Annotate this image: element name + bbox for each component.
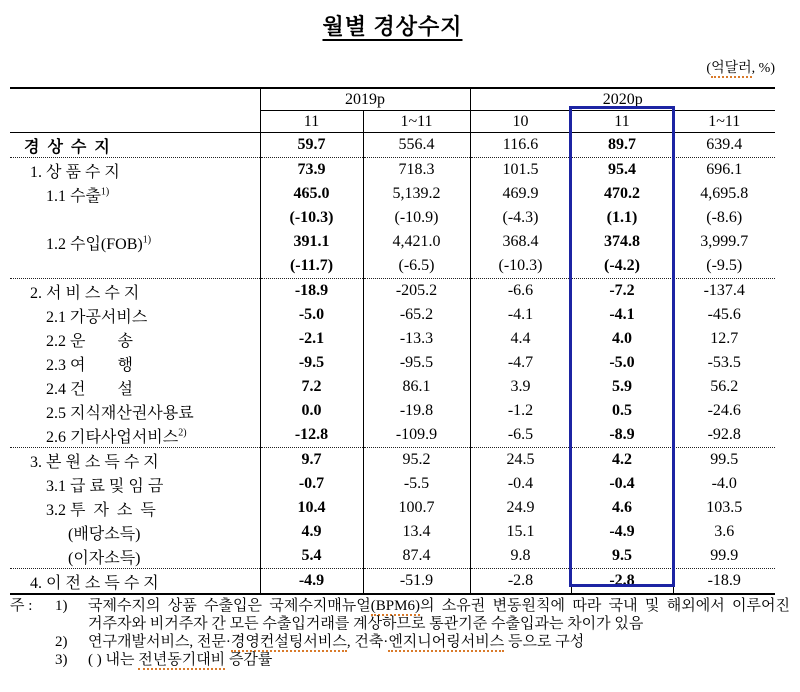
table-row xyxy=(10,279,775,304)
spellcheck-underlined-text: 경영컨설팅서비스 xyxy=(230,634,347,650)
value-cell: 89.7 xyxy=(571,133,673,158)
row-label: 2.3 여 행 xyxy=(46,356,133,374)
value-cell: 24.5 xyxy=(470,448,571,473)
value-cell: 5.4 xyxy=(260,544,363,569)
row-label: 1.1 수출$^{1)}$ xyxy=(46,186,110,205)
table-row xyxy=(10,399,775,423)
value-cell: 116.6 xyxy=(470,133,571,158)
value-cell: -4.9 xyxy=(260,569,363,595)
value-cell: -51.9 xyxy=(363,569,470,595)
value-cell: (-10.9) xyxy=(363,206,470,230)
value-cell: 374.8 xyxy=(571,230,673,254)
value-cell: 465.0 xyxy=(260,182,363,206)
value-cell: -4.1 xyxy=(571,303,673,327)
value-cell: 73.9 xyxy=(260,158,363,183)
footnote-item xyxy=(10,597,790,633)
value-cell: 639.4 xyxy=(673,133,775,158)
spellcheck-underlined-text: 전년동기대비 xyxy=(138,652,226,668)
footnote-item xyxy=(10,633,790,651)
value-cell: 4,421.0 xyxy=(363,230,470,254)
footnotes xyxy=(10,597,790,669)
col-header-2020-11: 11 xyxy=(571,111,673,133)
value-cell: -5.0 xyxy=(260,303,363,327)
value-cell: 9.5 xyxy=(571,544,673,569)
value-cell: -0.7 xyxy=(260,472,363,496)
value-cell: -5.0 xyxy=(571,351,673,375)
value-cell: (-8.6) xyxy=(673,206,775,230)
value-cell: 391.1 xyxy=(260,230,363,254)
value-cell: 103.5 xyxy=(673,496,775,520)
value-cell: -9.5 xyxy=(260,351,363,375)
group-header-2020: 2020p xyxy=(470,88,775,111)
row-label: 경 상 수 지 xyxy=(24,138,110,156)
row-label: 3.2 투 자 소 득 xyxy=(46,501,156,519)
value-cell: 3,999.7 xyxy=(673,230,775,254)
col-header-2020-10: 10 xyxy=(470,111,571,133)
unit-close: , %) xyxy=(751,61,775,76)
row-label: (배당소득) xyxy=(68,525,141,543)
footnote-segment: 증감률 xyxy=(225,652,273,668)
footnote-segment: ( ) 내는 xyxy=(88,652,139,668)
footnote-number: 1) xyxy=(55,598,68,614)
value-cell: 59.7 xyxy=(260,133,363,158)
value-cell: 4.4 xyxy=(470,327,571,351)
value-cell: 4.6 xyxy=(571,496,673,520)
sub-header-row xyxy=(10,111,775,133)
value-cell: -109.9 xyxy=(363,423,470,448)
value-cell: 4.2 xyxy=(571,448,673,473)
value-cell: -24.6 xyxy=(673,399,775,423)
table-row xyxy=(10,133,775,158)
row-label: 2.6 기타사업서비스$^{2)}$ xyxy=(46,427,187,446)
table-row xyxy=(10,206,775,230)
value-cell: 87.4 xyxy=(363,544,470,569)
table-row xyxy=(10,182,775,206)
footnote-segment: 등으로 구성 xyxy=(504,634,585,650)
value-cell: 15.1 xyxy=(470,520,571,544)
balance-table xyxy=(10,87,775,595)
value-cell: (-11.7) xyxy=(260,254,363,279)
value-cell: -4.0 xyxy=(673,472,775,496)
value-cell: 10.4 xyxy=(260,496,363,520)
unit-label xyxy=(706,57,775,77)
page-title: 월별 경상수지 xyxy=(322,14,463,39)
value-cell: 24.9 xyxy=(470,496,571,520)
value-cell: 7.2 xyxy=(260,375,363,399)
value-cell: -18.9 xyxy=(260,279,363,304)
value-cell: 9.8 xyxy=(470,544,571,569)
value-cell: -8.9 xyxy=(571,423,673,448)
value-cell: 0.5 xyxy=(571,399,673,423)
footnote-segment: 국제수지의 상품 수출입은 국제수지매뉴얼 xyxy=(88,598,371,614)
col-header-2020-1to11: 1~11 xyxy=(673,111,775,133)
value-cell: 95.2 xyxy=(363,448,470,473)
table-row xyxy=(10,496,775,520)
value-cell: (-6.5) xyxy=(363,254,470,279)
table-row xyxy=(10,544,775,569)
balance-table-wrapper xyxy=(10,87,775,595)
spellcheck-underlined-text: 엔지니어링서비스 xyxy=(388,634,505,650)
footnote-segment: 의 소유권 변동원칙에 따라 국내 및 해외에서 이루어진 거주자와 비거주자 간 모든 수출입거래를 계상하므로 통관기준 수출입과는 차이가 있음 xyxy=(88,598,790,632)
value-cell: 5,139.2 xyxy=(363,182,470,206)
group-header-row xyxy=(10,88,775,111)
row-label: 3.1 급 료 및 임 금 xyxy=(46,477,164,495)
value-cell: -19.8 xyxy=(363,399,470,423)
row-label: 3. 본 원 소 득 수 지 xyxy=(10,448,260,473)
value-cell: -2.8 xyxy=(571,569,673,595)
footnote-number: 3) xyxy=(55,652,68,668)
row-label: 2.4 건 설 xyxy=(46,380,133,398)
value-cell: -7.2 xyxy=(571,279,673,304)
value-cell: -53.5 xyxy=(673,351,775,375)
value-cell: 95.4 xyxy=(571,158,673,183)
header-spacer xyxy=(10,88,260,111)
value-cell: (1.1) xyxy=(571,206,673,230)
row-label: (이자소득) xyxy=(68,549,141,567)
footnote-text xyxy=(88,651,790,669)
value-cell: 556.4 xyxy=(363,133,470,158)
value-cell: -1.2 xyxy=(470,399,571,423)
footnote-text xyxy=(88,633,790,651)
footnote-ref: 1) xyxy=(100,186,110,198)
value-cell: -4.7 xyxy=(470,351,571,375)
table-row xyxy=(10,472,775,496)
value-cell: 470.2 xyxy=(571,182,673,206)
footnote-text xyxy=(88,597,790,633)
value-cell: -4.1 xyxy=(470,303,571,327)
row-label xyxy=(10,254,260,279)
value-cell: -4.9 xyxy=(571,520,673,544)
value-cell: -5.5 xyxy=(363,472,470,496)
row-label: 4. 이 전 소 득 수 지 xyxy=(10,569,260,595)
col-header-2019-1to11: 1~11 xyxy=(363,111,470,133)
table-row xyxy=(10,303,775,327)
value-cell: -205.2 xyxy=(363,279,470,304)
value-cell: 12.7 xyxy=(673,327,775,351)
value-cell: -12.8 xyxy=(260,423,363,448)
value-cell: -6.6 xyxy=(470,279,571,304)
unit-currency: 억달러 xyxy=(711,61,752,76)
row-label: 2.1 가공서비스 xyxy=(46,308,148,326)
unit-open: ( xyxy=(706,61,712,76)
value-cell: 100.7 xyxy=(363,496,470,520)
header-spacer xyxy=(10,111,260,133)
row-label: 1.2 수입(FOB)$^{1)}$ xyxy=(46,234,152,253)
row-label: 2.5 지식재산권사용료 xyxy=(46,404,194,422)
footnote-ref: 1) xyxy=(142,234,152,246)
value-cell: -6.5 xyxy=(470,423,571,448)
value-cell: 13.4 xyxy=(363,520,470,544)
value-cell: -95.5 xyxy=(363,351,470,375)
value-cell: -0.4 xyxy=(571,472,673,496)
footnote-ref: 2) xyxy=(178,427,187,439)
value-cell: 99.5 xyxy=(673,448,775,473)
value-cell: (-10.3) xyxy=(470,254,571,279)
value-cell: -45.6 xyxy=(673,303,775,327)
value-cell: -92.8 xyxy=(673,423,775,448)
value-cell: 56.2 xyxy=(673,375,775,399)
value-cell: 101.5 xyxy=(470,158,571,183)
value-cell: 4.9 xyxy=(260,520,363,544)
value-cell: (-4.2) xyxy=(571,254,673,279)
value-cell: 5.9 xyxy=(571,375,673,399)
group-header-2019: 2019p xyxy=(260,88,470,111)
table-row xyxy=(10,569,775,595)
table-row xyxy=(10,158,775,183)
table-row xyxy=(10,375,775,399)
value-cell: -2.1 xyxy=(260,327,363,351)
value-cell: 4.0 xyxy=(571,327,673,351)
value-cell: 3.6 xyxy=(673,520,775,544)
table-row xyxy=(10,351,775,375)
footnote-prefix: 주 : xyxy=(10,598,33,614)
value-cell: 4,695.8 xyxy=(673,182,775,206)
row-label: 2. 서 비 스 수 지 xyxy=(10,279,260,304)
value-cell: 9.7 xyxy=(260,448,363,473)
spellcheck-underlined-text: (BPM6) xyxy=(370,598,420,614)
table-row xyxy=(10,230,775,254)
table-row xyxy=(10,423,775,448)
value-cell: (-9.5) xyxy=(673,254,775,279)
value-cell: 99.9 xyxy=(673,544,775,569)
table-row xyxy=(10,448,775,473)
col-header-2019-11: 11 xyxy=(260,111,363,133)
value-cell: -0.4 xyxy=(470,472,571,496)
value-cell: -137.4 xyxy=(673,279,775,304)
value-cell: -65.2 xyxy=(363,303,470,327)
table-row xyxy=(10,254,775,279)
row-label xyxy=(10,206,260,230)
footnote-segment: , 건축· xyxy=(346,634,389,650)
value-cell: -18.9 xyxy=(673,569,775,595)
table-body xyxy=(10,133,775,595)
value-cell: 718.3 xyxy=(363,158,470,183)
value-cell: (-4.3) xyxy=(470,206,571,230)
value-cell: 0.0 xyxy=(260,399,363,423)
footnote-item xyxy=(10,651,790,669)
footnote-segment: 연구개발서비스, 전문· xyxy=(88,634,231,650)
value-cell: -2.8 xyxy=(470,569,571,595)
value-cell: 469.9 xyxy=(470,182,571,206)
value-cell: 86.1 xyxy=(363,375,470,399)
value-cell: (-10.3) xyxy=(260,206,363,230)
value-cell: 368.4 xyxy=(470,230,571,254)
row-label: 2.2 운 송 xyxy=(46,332,133,350)
table-row xyxy=(10,327,775,351)
footnote-number: 2) xyxy=(55,634,68,650)
value-cell: 696.1 xyxy=(673,158,775,183)
table-row xyxy=(10,520,775,544)
value-cell: -13.3 xyxy=(363,327,470,351)
value-cell: 3.9 xyxy=(470,375,571,399)
row-label: 1. 상 품 수 지 xyxy=(10,158,260,183)
